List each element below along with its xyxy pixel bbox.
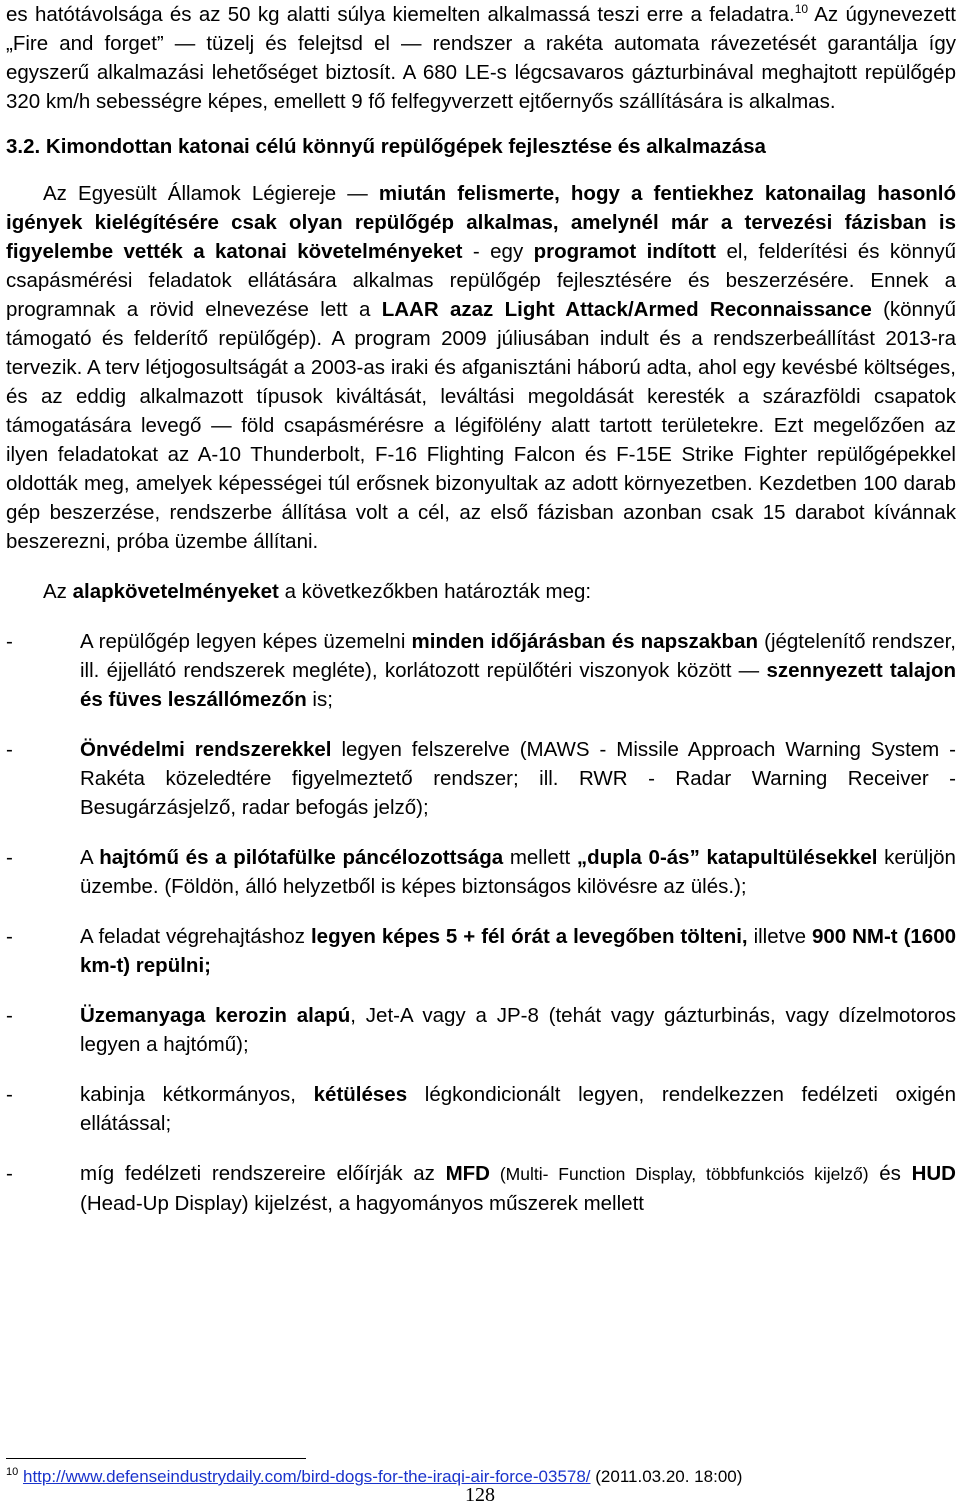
list-dash: - <box>6 925 13 948</box>
list-item <box>6 1159 956 1218</box>
text-run: is; <box>306 688 333 711</box>
bold-run: Üzemanyaga kerozin alapú <box>80 1004 351 1027</box>
text-run: A <box>80 846 100 869</box>
bold-run: hajtómű és a pilótafülke páncélozottsága <box>99 846 504 869</box>
text-run: - egy <box>462 240 534 263</box>
top-paragraph <box>6 0 956 116</box>
text-run: (jégtelenítő rendszer, ill. éjjellátó rendszerek megléte), korlátozott repülőtéri viszonyok között — <box>80 630 956 682</box>
text-run: , Jet-A vagy a JP-8 (tehát vagy gázturbinás, vagy dízelmotoros legyen a hajtómű); <box>80 1004 956 1056</box>
footnote-reference[interactable]: 10 <box>794 2 809 16</box>
bold-run: 900 NM-t (1600 km-t) repülni; <box>80 925 956 977</box>
requirements-intro <box>6 577 956 606</box>
bold-run: LAAR azaz Light Attack/Armed Reconnaissance <box>381 298 872 321</box>
list-item <box>6 627 956 714</box>
requirements-list <box>6 627 956 1218</box>
document-page <box>6 0 956 1218</box>
text-run: míg fedélzeti rendszereire előírják az <box>80 1162 446 1185</box>
small-text-run: (Multi- Function Display, többfunkciós kijelző) <box>489 1164 869 1184</box>
list-dash: - <box>6 1004 13 1027</box>
bold-run: legyen képes 5 + fél órát a levegőben tölteni, <box>310 925 748 948</box>
page-number: 128 <box>465 1484 495 1506</box>
bold-run: programot indított <box>533 240 717 263</box>
text-run: (könnyű támogató és felderítő repülőgép). A program 2009 júliusában indult és a rendszerbeállítást 2013-ra tervezik. A terv létjogosultságát a 2003-as iraki és afganisztáni háború adta, ahol egy kevésbé költséges, és az eddig alkalmazott típusok kiváltását, leváltási megoldását keresték a szárazföldi csapatok támogatására levegő — föld csapásmérésre a légifölény alatt tartott területekre. Ezt megelőzően az ilyen feladatokat az A-10 Thunderbolt, F-16 Flighting Falcon és F-15E Strike Fighter repülőgépekkel oldották meg, amelyek képességei túl erősnek bizonyultak az adott környezetben. Kezdetben 100 darab gép beszerzése, rendszerbe állítása volt a cél, az első fázisban azonban csak 15 darabot kívánnak beszerezni, próba üzembe állítani. <box>6 298 957 553</box>
footnote-date: (2011.03.20. 18:00) <box>590 1467 743 1486</box>
text-run: és <box>868 1162 912 1185</box>
text-run: Az <box>43 580 73 603</box>
list-item <box>6 1080 956 1138</box>
bold-run: Önvédelmi rendszerekkel <box>80 738 332 761</box>
text-run: (Head-Up Display) kijelzést, a hagyományos műszerek mellett <box>80 1192 644 1215</box>
list-item <box>6 1001 956 1059</box>
list-dash: - <box>6 738 13 761</box>
text-run: a következőkben határozták meg: <box>278 580 592 603</box>
text-run: légkondicionált legyen, rendelkezzen fedélzeti oxigén ellátással; <box>80 1083 956 1135</box>
bold-run: szennyezett talajon és füves leszállómezőn <box>80 659 956 711</box>
text-run: illetve <box>747 925 812 948</box>
bold-run: MFD <box>445 1162 490 1185</box>
footnote-link[interactable]: http://www.defenseindustrydaily.com/bird-dogs-for-the-iraqi-air-force-03578/ <box>22 1467 591 1486</box>
bold-run: kétüléses <box>313 1083 408 1106</box>
main-paragraph <box>6 179 956 556</box>
list-dash: - <box>6 846 13 869</box>
top-paragraph-text-cont: Az úgynevezett „Fire and forget” — tüzelj és felejtsd el — rendszer a rakéta automata rávezetését garantálja így egyszerű alkalmazási lehetőséget biztosít. A 680 LE-s légcsavaros gázturbinával meghajtott repülőgép 320 km/h sebességre képes, emellett 9 fő felfegyverzett ejtőernyős szállítására is alkalmas. <box>6 3 956 113</box>
footnote-divider <box>6 1458 306 1459</box>
footnote-number: 10 <box>6 1466 19 1478</box>
bold-run: minden időjárásban és napszakban <box>411 630 758 653</box>
list-item <box>6 922 956 980</box>
text-run: Az Egyesült Államok Légiereje — <box>43 182 379 205</box>
bold-run: „dupla 0-ás” katapultülésekkel <box>576 846 878 869</box>
bold-run: alapkövetelményeket <box>72 580 279 603</box>
list-dash: - <box>6 1162 13 1185</box>
text-run: mellett <box>503 846 577 869</box>
bold-run: HUD <box>911 1162 956 1185</box>
section-heading: 3.2. Kimondottan katonai célú könnyű repülőgépek fejlesztése és alkalmazása <box>6 135 766 158</box>
text-run: A feladat végrehajtáshoz <box>80 925 311 948</box>
list-dash: - <box>6 1083 13 1106</box>
top-paragraph-text: es hatótávolsága és az 50 kg alatti súlya kiemelten alkalmassá teszi erre a feladatra. <box>6 3 795 26</box>
bold-run: miután felismerte, hogy a fentiekhez katonailag hasonló igények kielégítésére csak olyan repülőgép alkalmas, amelynél már a tervezési fázisban is figyelembe vették a katonai követelményeket <box>6 182 956 263</box>
text-run: kerüljön üzembe. (Földön, álló helyzetből is képes biztonságos kilövésre az ülés.); <box>80 846 956 898</box>
text-run: A repülőgép legyen képes üzemelni <box>80 630 412 653</box>
list-item <box>6 843 956 901</box>
text-run: legyen felszerelve (MAWS - Missile Approach Warning System - Rakéta közeledtére figyelmeztető rendszer; ill. RWR - Radar Warning Receiver - Besugárzásjelző, radar befogás jelző); <box>80 738 956 819</box>
text-run: kabinja kétkormányos, <box>80 1083 314 1106</box>
text-run: el, felderítési és könnyű csapásmérési feladatok ellátására alkalmas repülőgép fejlesztésére és beszerzésére. Ennek a programnak a rövid elnevezése lett a <box>6 240 957 321</box>
list-dash: - <box>6 630 13 653</box>
list-item <box>6 735 956 822</box>
